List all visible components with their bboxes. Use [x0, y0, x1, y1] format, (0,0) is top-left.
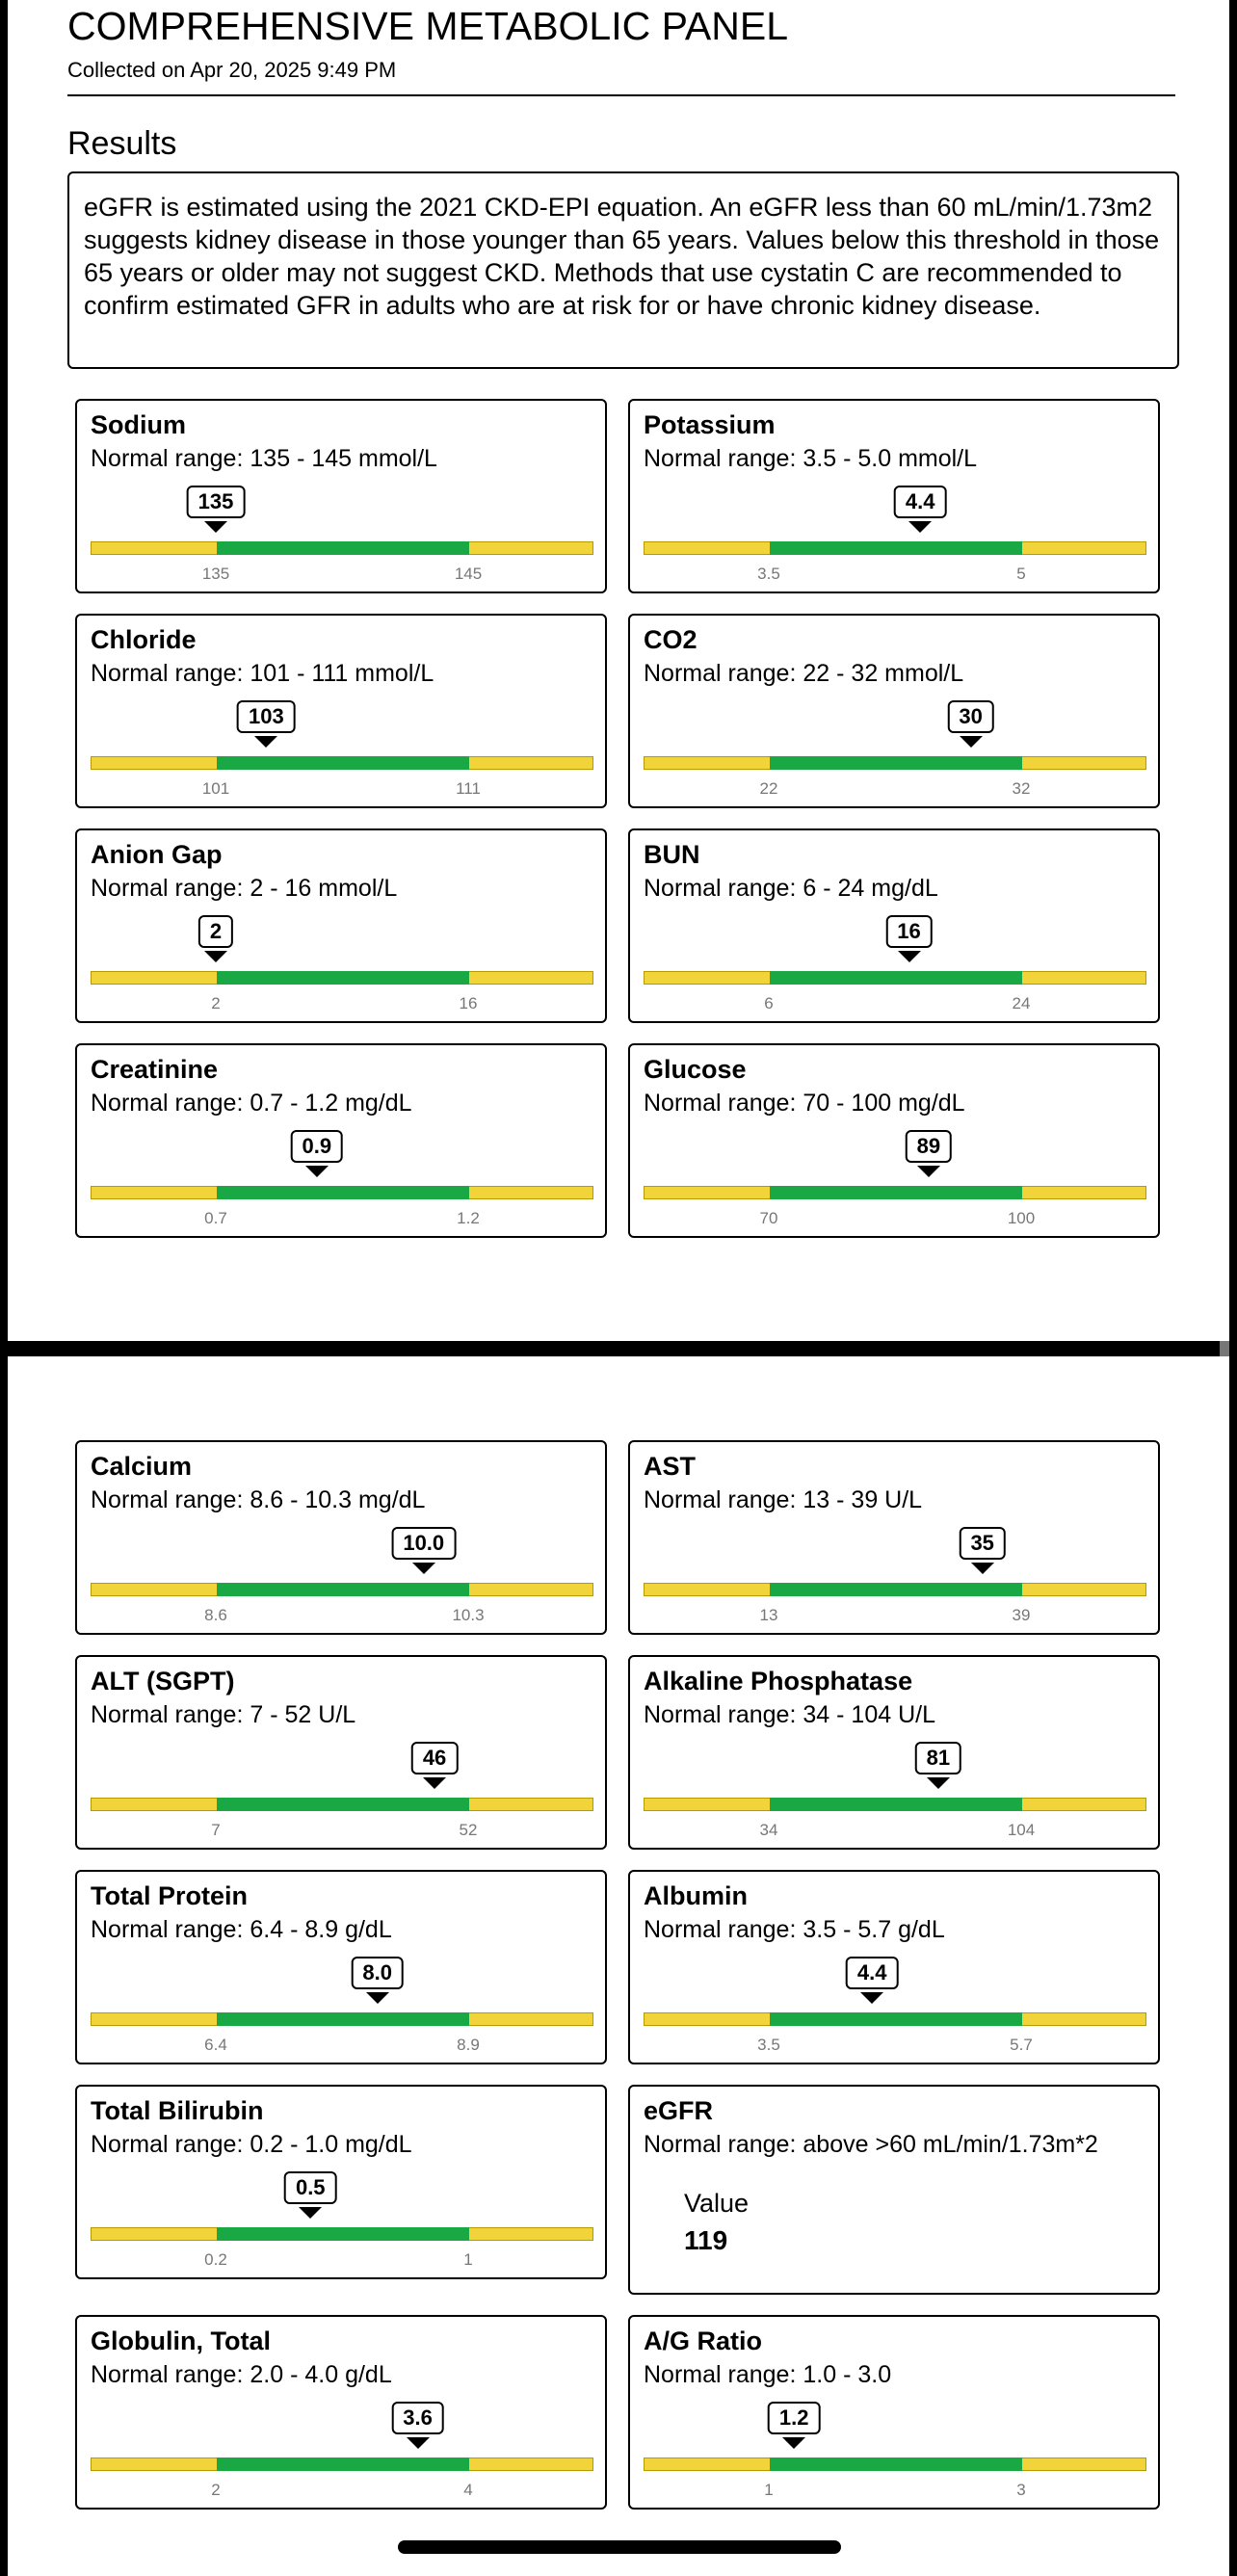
- result-card-alkaline-phosphatase: [628, 1655, 1160, 1850]
- range-bar: [91, 971, 593, 985]
- result-card-anion-gap: [75, 828, 607, 1023]
- normal-range-label: Normal range:: [91, 660, 244, 687]
- result-card-potassium: [628, 399, 1160, 593]
- page-title: COMPREHENSIVE METABOLIC PANEL: [67, 4, 789, 48]
- normal-range-label: Normal range:: [91, 1486, 244, 1513]
- normal-range: [644, 1090, 965, 1117]
- test-name: ALT (SGPT): [91, 1667, 235, 1695]
- range-high-tick: 5: [1016, 565, 1026, 583]
- result-card-ast: [628, 1440, 1160, 1635]
- range-bar-normal: [770, 1798, 1022, 1811]
- normal-range-label: Normal range:: [91, 1701, 244, 1728]
- range-bar-normal: [770, 756, 1022, 770]
- range-bar: [644, 2458, 1146, 2471]
- normal-range: [91, 875, 397, 903]
- normal-range: [644, 1486, 922, 1514]
- test-name: AST: [644, 1452, 696, 1481]
- egfr-note: eGFR is estimated using the 2021 CKD-EPI equation. An eGFR less than 60 mL/min/1.73m2 suggests kidney disease in those younger than 65 years. Values below this threshold in those 65 years or older may not suggest CKD. Methods that use cystatin C are recommended to confirm estimated GFR in adults who are at risk for or have chronic kidney disease.: [67, 171, 1179, 369]
- normal-range: [644, 2131, 1098, 2159]
- result-value: 119: [684, 2225, 728, 2255]
- home-indicator[interactable]: [398, 2540, 841, 2554]
- result-card-calcium: [75, 1440, 607, 1635]
- range-high-tick: 111: [456, 779, 481, 798]
- range-bar: [91, 2458, 593, 2471]
- range-low-tick: 0.2: [204, 2250, 227, 2269]
- normal-range-value: 135 - 145 mmol/L: [250, 445, 437, 472]
- normal-range-label: Normal range:: [644, 1090, 797, 1117]
- range-high-tick: 1: [463, 2250, 473, 2269]
- range-high-tick: 4: [463, 2481, 473, 2499]
- range-high-tick: 8.9: [457, 2036, 480, 2054]
- range-low-tick: 8.6: [204, 1606, 227, 1624]
- report-header: [67, 0, 1175, 96]
- normal-range-value: 22 - 32 mmol/L: [803, 660, 964, 687]
- normal-range-label: Normal range:: [91, 2361, 244, 2388]
- result-value-marker: 30: [947, 700, 993, 733]
- result-card-co2: [628, 614, 1160, 808]
- range-low-tick: 3.5: [757, 565, 780, 583]
- result-card-bun: [628, 828, 1160, 1023]
- result-card-creatinine: [75, 1043, 607, 1238]
- range-high-tick: 10.3: [452, 1606, 485, 1624]
- result-card-sodium: [75, 399, 607, 593]
- range-bar: [91, 541, 593, 555]
- range-bar-normal: [217, 1583, 469, 1596]
- marker-pointer-icon: [366, 1992, 389, 2004]
- normal-range: [91, 1916, 392, 1944]
- result-card-chloride: [75, 614, 607, 808]
- range-bar-normal: [217, 2227, 469, 2241]
- test-name: Total Protein: [91, 1881, 249, 1910]
- normal-range-value: 2.0 - 4.0 g/dL: [250, 2361, 392, 2388]
- normal-range-label: Normal range:: [644, 1486, 797, 1513]
- marker-pointer-icon: [407, 2437, 430, 2449]
- result-value-marker: 4.4: [894, 486, 947, 518]
- marker-pointer-icon: [782, 2437, 805, 2449]
- test-name: CO2: [644, 625, 697, 654]
- test-name: Albumin: [644, 1881, 748, 1910]
- scroll-indicator: [1220, 1341, 1229, 1356]
- range-high-tick: 52: [459, 1821, 478, 1839]
- normal-range-label: Normal range:: [91, 2131, 244, 2158]
- normal-range: [644, 1916, 945, 1944]
- normal-range: [91, 1090, 412, 1117]
- normal-range-label: Normal range:: [644, 1701, 797, 1728]
- result-value-marker: 135: [187, 486, 246, 518]
- range-low-tick: 3.5: [757, 2036, 780, 2054]
- range-bar: [91, 1798, 593, 1811]
- test-name: A/G Ratio: [644, 2326, 763, 2355]
- result-value-marker: 103: [237, 700, 296, 733]
- range-low-tick: 1: [764, 2481, 774, 2499]
- range-bar-normal: [217, 971, 469, 985]
- normal-range-label: Normal range:: [644, 660, 797, 687]
- result-card-a-g-ratio: [628, 2315, 1160, 2510]
- test-name: Chloride: [91, 625, 197, 654]
- range-bar-normal: [217, 541, 469, 555]
- range-low-tick: 101: [201, 779, 230, 798]
- normal-range: [644, 875, 938, 903]
- normal-range: [91, 445, 437, 473]
- marker-pointer-icon: [860, 1992, 883, 2004]
- result-value-marker: 35: [959, 1527, 1005, 1560]
- range-high-tick: 104: [1007, 1821, 1036, 1839]
- normal-range: [644, 1701, 935, 1729]
- normal-range-value: 7 - 52 U/L: [250, 1701, 356, 1728]
- normal-range-value: 34 - 104 U/L: [803, 1701, 935, 1728]
- normal-range-label: Normal range:: [644, 1916, 797, 1943]
- range-bar: [644, 1186, 1146, 1199]
- range-low-tick: 22: [759, 779, 778, 798]
- result-value-marker: 0.5: [284, 2171, 337, 2204]
- result-value-marker: 10.0: [391, 1527, 456, 1560]
- test-name: Globulin, Total: [91, 2326, 271, 2355]
- range-low-tick: 6.4: [204, 2036, 227, 2054]
- marker-pointer-icon: [412, 1563, 435, 1574]
- test-name: Alkaline Phosphatase: [644, 1667, 913, 1695]
- normal-range-value: 101 - 111 mmol/L: [250, 660, 434, 687]
- test-name: eGFR: [644, 2096, 714, 2125]
- normal-range: [91, 1701, 355, 1729]
- result-value-marker: 0.9: [291, 1130, 344, 1163]
- normal-range-label: Normal range:: [91, 1916, 244, 1943]
- normal-range-value: 0.7 - 1.2 mg/dL: [250, 1090, 412, 1117]
- result-card-alt-sgpt: [75, 1655, 607, 1850]
- result-value-marker: 8.0: [351, 1957, 404, 1989]
- normal-range: [91, 1486, 425, 1514]
- marker-pointer-icon: [423, 1777, 446, 1789]
- range-high-tick: 24: [1012, 994, 1031, 1012]
- normal-range-label: Normal range:: [644, 2131, 797, 2158]
- range-bar-normal: [770, 2012, 1022, 2026]
- marker-pointer-icon: [908, 521, 932, 533]
- normal-range: [91, 660, 434, 688]
- test-name: Total Bilirubin: [91, 2096, 264, 2125]
- range-bar: [644, 971, 1146, 985]
- normal-range: [644, 445, 977, 473]
- range-high-tick: 3: [1016, 2481, 1026, 2499]
- range-bar-normal: [770, 2458, 1022, 2471]
- range-bar: [91, 2012, 593, 2026]
- normal-range-label: Normal range:: [91, 1090, 244, 1117]
- normal-range-label: Normal range:: [91, 875, 244, 902]
- normal-range: [644, 660, 963, 688]
- test-name: Anion Gap: [91, 840, 223, 869]
- normal-range-value: 1.0 - 3.0: [803, 2361, 892, 2388]
- marker-pointer-icon: [204, 951, 227, 962]
- range-low-tick: 2: [211, 994, 221, 1012]
- range-high-tick: 39: [1012, 1606, 1031, 1624]
- result-card-glucose: [628, 1043, 1160, 1238]
- value-label: Value: [684, 2189, 750, 2218]
- normal-range: [91, 2131, 412, 2159]
- normal-range-value: 0.2 - 1.0 mg/dL: [250, 2131, 412, 2158]
- range-high-tick: 16: [459, 994, 478, 1012]
- range-low-tick: 135: [201, 565, 230, 583]
- marker-pointer-icon: [927, 1777, 950, 1789]
- range-low-tick: 13: [759, 1606, 778, 1624]
- result-value-marker: 4.4: [846, 1957, 899, 1989]
- results-heading: Results: [67, 125, 177, 162]
- marker-pointer-icon: [898, 951, 921, 962]
- marker-pointer-icon: [960, 736, 983, 748]
- range-bar: [644, 541, 1146, 555]
- test-name: Sodium: [91, 410, 186, 439]
- normal-range-value: 6 - 24 mg/dL: [803, 875, 938, 902]
- range-bar-normal: [770, 1186, 1022, 1199]
- range-low-tick: 34: [759, 1821, 778, 1839]
- test-name: BUN: [644, 840, 700, 869]
- marker-pointer-icon: [305, 1166, 329, 1177]
- result-value-marker: 89: [906, 1130, 952, 1163]
- collection-timestamp: Collected on Apr 20, 2025 9:49 PM: [67, 58, 397, 82]
- marker-pointer-icon: [971, 1563, 994, 1574]
- result-card-globulin-total: [75, 2315, 607, 2510]
- normal-range-value: 70 - 100 mg/dL: [803, 1090, 965, 1117]
- range-bar: [644, 2012, 1146, 2026]
- normal-range-label: Normal range:: [644, 875, 797, 902]
- result-value-marker: 46: [411, 1742, 458, 1774]
- result-value-marker: 16: [885, 915, 932, 948]
- result-card-total-protein: [75, 1870, 607, 2064]
- normal-range-value: above >60 mL/min/1.73m*2: [803, 2131, 1098, 2158]
- range-bar-normal: [770, 1583, 1022, 1596]
- marker-pointer-icon: [917, 1166, 940, 1177]
- range-bar: [644, 1583, 1146, 1596]
- normal-range-value: 3.5 - 5.0 mmol/L: [803, 445, 978, 472]
- normal-range-value: 8.6 - 10.3 mg/dL: [250, 1486, 426, 1513]
- range-bar-normal: [770, 541, 1022, 555]
- marker-pointer-icon: [299, 2207, 322, 2219]
- normal-range-value: 6.4 - 8.9 g/dL: [250, 1916, 392, 1943]
- result-card-total-bilirubin: [75, 2085, 607, 2279]
- range-bar: [644, 1798, 1146, 1811]
- normal-range-label: Normal range:: [644, 445, 797, 472]
- range-high-tick: 1.2: [457, 1209, 480, 1227]
- normal-range-label: Normal range:: [644, 2361, 797, 2388]
- range-high-tick: 145: [454, 565, 483, 583]
- range-high-tick: 32: [1012, 779, 1031, 798]
- range-bar: [91, 1583, 593, 1596]
- range-low-tick: 70: [759, 1209, 778, 1227]
- range-low-tick: 7: [211, 1821, 221, 1839]
- range-bar-normal: [770, 971, 1022, 985]
- normal-range: [644, 2361, 891, 2389]
- test-name: Calcium: [91, 1452, 193, 1481]
- range-bar-normal: [217, 2458, 469, 2471]
- range-bar: [91, 1186, 593, 1199]
- result-card-albumin: [628, 1870, 1160, 2064]
- range-low-tick: 2: [211, 2481, 221, 2499]
- range-bar-normal: [217, 756, 469, 770]
- test-name: Potassium: [644, 410, 776, 439]
- marker-pointer-icon: [204, 521, 227, 533]
- normal-range: [91, 2361, 392, 2389]
- test-name: Glucose: [644, 1055, 747, 1084]
- normal-range-value: 2 - 16 mmol/L: [250, 875, 398, 902]
- range-low-tick: 6: [764, 994, 774, 1012]
- range-bar: [91, 2227, 593, 2241]
- result-value-marker: 3.6: [391, 2402, 444, 2434]
- marker-pointer-icon: [254, 736, 277, 748]
- range-bar-normal: [217, 1186, 469, 1199]
- range-bar: [91, 756, 593, 770]
- range-high-tick: 5.7: [1010, 2036, 1033, 2054]
- result-value-marker: 1.2: [768, 2402, 821, 2434]
- normal-range-value: 13 - 39 U/L: [803, 1486, 923, 1513]
- range-high-tick: 100: [1007, 1209, 1036, 1227]
- result-card-egfr: [628, 2085, 1160, 2295]
- range-bar-normal: [217, 1798, 469, 1811]
- result-value-marker: 2: [198, 915, 233, 948]
- range-bar: [644, 756, 1146, 770]
- normal-range-label: Normal range:: [91, 445, 244, 472]
- result-value-marker: 81: [915, 1742, 961, 1774]
- range-low-tick: 0.7: [204, 1209, 227, 1227]
- normal-range-value: 3.5 - 5.7 g/dL: [803, 1916, 945, 1943]
- test-name: Creatinine: [91, 1055, 219, 1084]
- range-bar-normal: [217, 2012, 469, 2026]
